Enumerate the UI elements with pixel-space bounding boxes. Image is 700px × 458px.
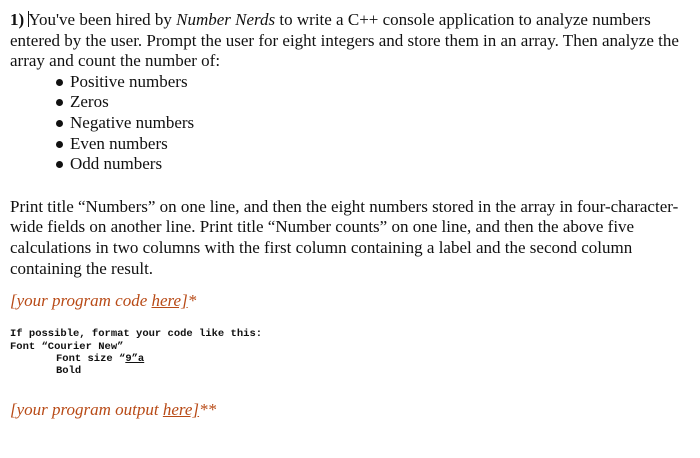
code-placeholder[interactable]: [your program code here]* <box>10 291 197 311</box>
question-intro <box>10 10 690 72</box>
bullet-icon <box>56 120 63 127</box>
list-item: Zeros <box>56 92 690 113</box>
document-page <box>10 10 690 420</box>
bullet-icon <box>56 99 63 106</box>
instructions-paragraph: Print title “Numbers” on one line, and then the eight numbers stored in the array in four-character-wide fields on another line. Print title “Number counts” on one line, and then the above five calculations in two columns with the first column containing a label and the second column containing the result. <box>10 196 679 278</box>
bullet-icon <box>56 141 63 148</box>
output-placeholder[interactable]: [your program output here]** <box>10 399 217 419</box>
bullet-icon <box>56 161 63 168</box>
format-note-line: Bold <box>56 365 82 378</box>
company-name: Number Nerds <box>176 10 276 29</box>
intro-text-a: You've been hired by <box>28 10 177 29</box>
question-number: 1) <box>10 10 25 29</box>
format-note-line: Font size “9”a <box>56 352 145 365</box>
format-note <box>10 328 690 378</box>
list-item: Negative numbers <box>56 113 690 134</box>
count-list <box>10 72 690 175</box>
intro-text-b: to write a C++ console application to analyze numbers entered by the user. Prompt the user for eight integers and store them in an array. Then analyze the array and count the number of: <box>10 10 679 71</box>
output-placeholder-link[interactable]: here] <box>162 399 200 419</box>
format-note-line: Font “Courier New” <box>10 340 124 353</box>
list-item: Even numbers <box>56 134 690 155</box>
list-item: Positive numbers <box>56 72 690 93</box>
list-item: Odd numbers <box>56 154 690 175</box>
format-note-line: If possible, format your code like this: <box>10 328 263 341</box>
bullet-icon <box>56 79 63 86</box>
code-placeholder-link[interactable]: here] <box>151 291 188 311</box>
